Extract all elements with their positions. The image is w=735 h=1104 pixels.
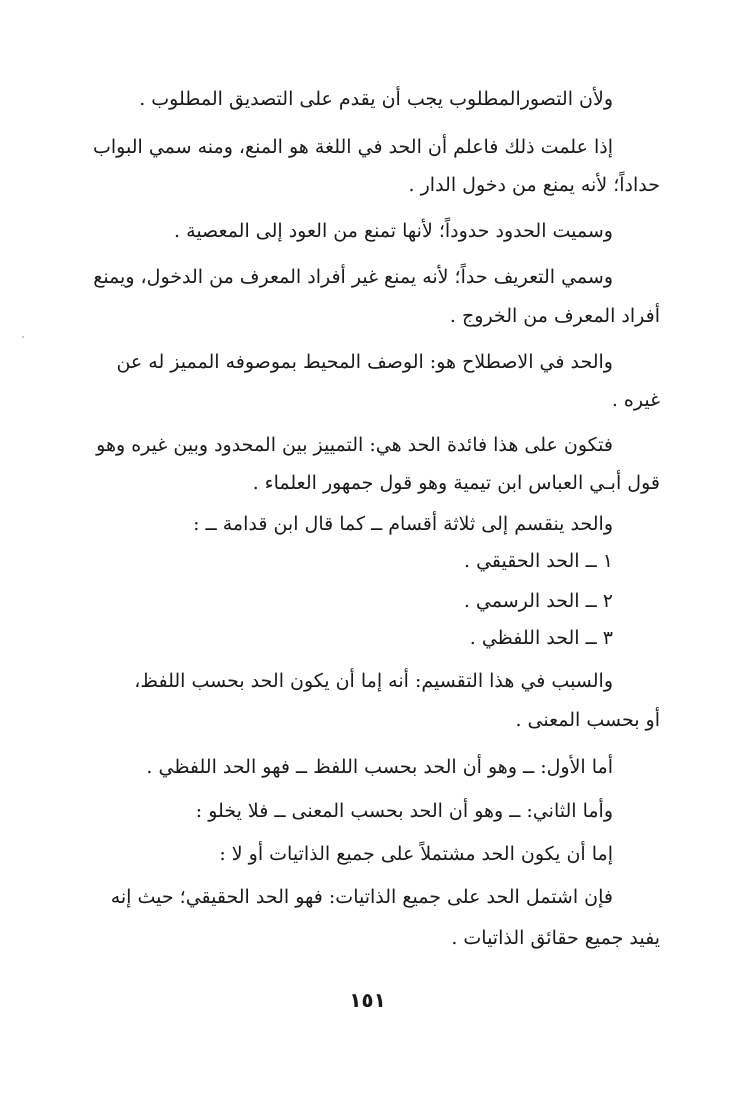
text-line: والحد في الاصطلاح هو: الوصف المحيط بموصوفه المميز له عن (116, 351, 613, 373)
text-line: إما أن يكون الحد مشتملاً على جميع الذاتيات أو لا : (219, 843, 613, 865)
list-item: ٢ ــ الحد الرسمي . (463, 590, 613, 612)
margin-speck (22, 336, 24, 338)
text-line: والحد ينقسم إلى ثلاثة أقسام ــ كما قال ابن قدامة ــ : (193, 513, 613, 535)
list-item: ٣ ــ الحد اللفظي . (469, 627, 613, 649)
text-line: أما الأول: ــ وهو أن الحد بحسب اللفظ ــ فهو الحد اللفظي . (146, 756, 613, 778)
text-line: والسبب في هذا التقسيم: أنه إما أن يكون الحد بحسب اللفظ، (134, 670, 613, 692)
text-line: غيره . (611, 389, 660, 411)
list-item: ١ ــ الحد الحقيقي . (464, 550, 613, 572)
text-line: إذا علمت ذلك فاعلم أن الحد في اللغة هو المنع، ومنه سمي البواب (93, 136, 613, 158)
text-line: ولأن التصورالمطلوب يجب أن يقدم على التصديق المطلوب . (139, 88, 613, 110)
text-line: وسمي التعريف حداً؛ لأنه يمنع غير أفراد المعرف من الدخول، ويمنع (93, 266, 613, 288)
text-line: فتكون على هذا فائدة الحد هي: التمييز بين المحدود وبين غيره وهو (96, 434, 613, 456)
text-line: حداداً؛ لأنه يمنع من دخول الدار . (408, 174, 660, 196)
page-number: ١٥١ (349, 988, 386, 1012)
text-line: قول أبـي العباس ابن تيمية وهو قول جمهور العلماء . (252, 472, 660, 494)
text-line: وسميت الحدود حدوداً؛ لأنها تمنع من العود إلى المعصية . (174, 220, 613, 242)
text-line: وأما الثاني: ــ وهو أن الحد بحسب المعنى ــ فلا يخلو : (195, 800, 613, 822)
text-line: أفراد المعرف من الخروج . (449, 305, 660, 327)
text-line: يفيد جميع حقائق الذاتيات . (451, 927, 660, 949)
text-line: فإن اشتمل الحد على جميع الذاتيات: فهو الحد الحقيقي؛ حيث إنه (110, 886, 613, 908)
text-line: أو بحسب المعنى . (515, 709, 660, 731)
